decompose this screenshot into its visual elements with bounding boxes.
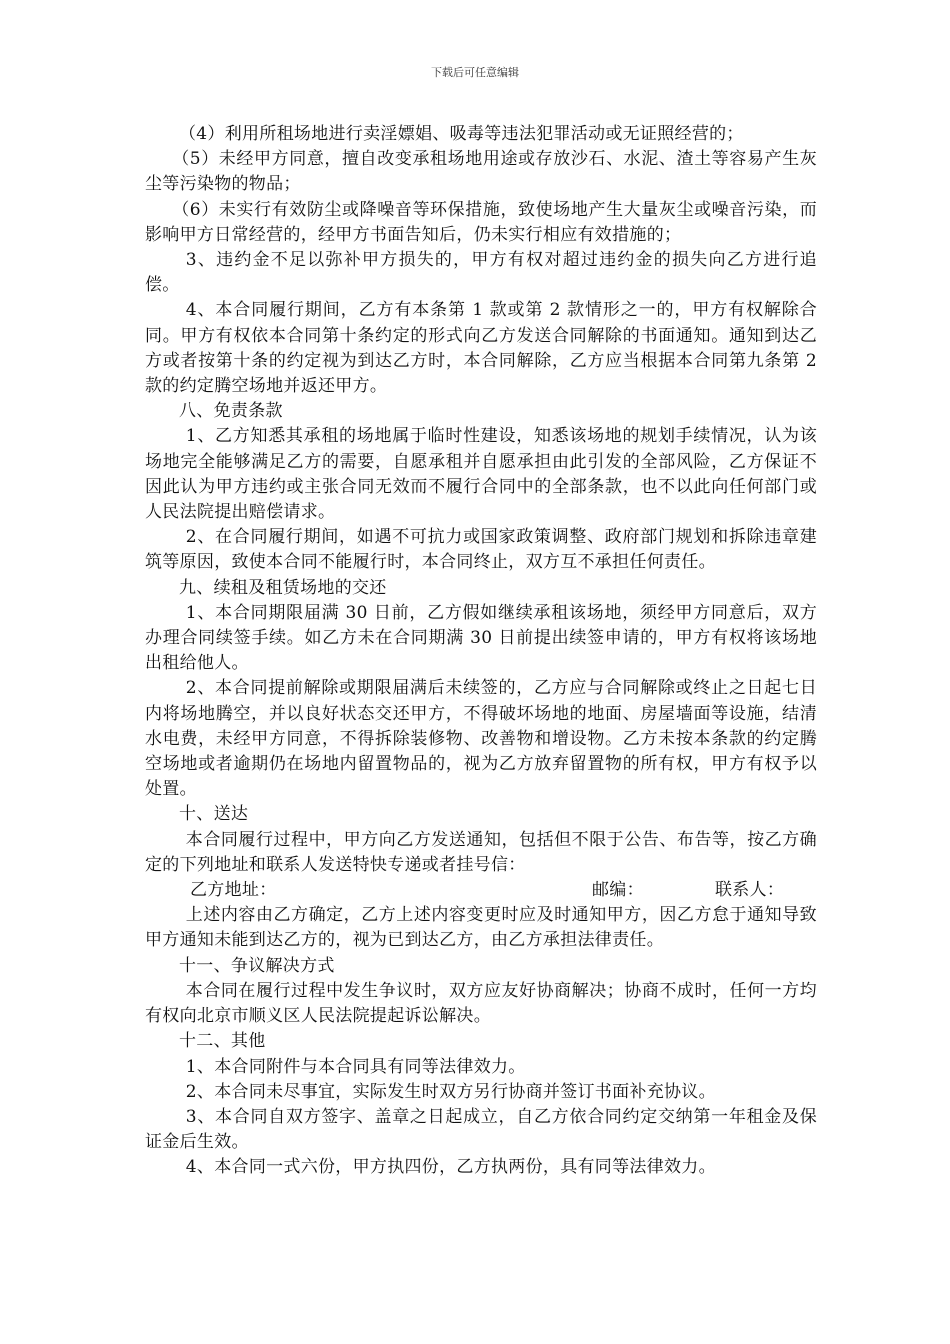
clause-paragraph: 本合同在履行过程中发生争议时，双方应友好协商解决；协商不成时，任何一方均有权向北京市顺义区人民法院提起诉讼解决。 (145, 980, 817, 1027)
clause-paragraph: 上述内容由乙方确定，乙方上述内容变更时应及时通知甲方，因乙方怠于通知导致甲方通知未能到达乙方的，视为已到达乙方，由乙方承担法律责任。 (145, 905, 817, 951)
clause-paragraph: 2、本合同未尽事宜，实际发生时双方另行协商并签订书面补充协议。 (185, 1081, 716, 1102)
section-heading: 十、送达 (179, 804, 249, 825)
clause-paragraph: （4）利用所租场地进行卖淫嫖娼、吸毒等违法犯罪活动或无证照经营的； (179, 124, 744, 144)
clause-paragraph: （5）未经甲方同意，擅自改变承租场地用途或存放沙石、水泥、渣土等容易产生灰尘等污染物的物品； (145, 149, 817, 195)
contact-label: 联系人： (715, 880, 785, 901)
section-heading: 十一、争议解决方式 (179, 955, 335, 976)
contract-body (145, 122, 817, 1181)
clause-paragraph: 本合同履行过程中，甲方向乙方发送通知，包括但不限于公告、布告等，按乙方确定的下列地址和联系人发送特快专递或者挂号信： (145, 829, 817, 875)
clause-paragraph: 1、本合同期限届满 30 日前，乙方假如继续承租该场地，须经甲方同意后，双方办理合同续签手续。如乙方未在合同期满 30 日前提出续签申请的，甲方有权将该场地出租给他人。 (145, 602, 817, 674)
address-label: 乙方地址： (190, 880, 277, 901)
address-row (145, 878, 817, 903)
clause-paragraph: 1、本合同附件与本合同具有同等法律效力。 (185, 1056, 526, 1077)
section-heading: 十二、其他 (179, 1031, 266, 1052)
clause-paragraph: 3、违约金不足以弥补甲方损失的，甲方有权对超过违约金的损失向乙方进行追偿。 (145, 250, 817, 296)
section-heading: 九、续租及租赁场地的交还 (179, 577, 387, 598)
clause-paragraph: 4、本合同履行期间，乙方有本条第 1 款或第 2 款情形之一的，甲方有权解除合同。甲方有权依本合同第十条约定的形式向乙方发送合同解除的书面通知。通知到达乙方或者按第十条的约定视为到达乙方时，本合同解除，乙方应当根据本合同第九条第 2 款的约定腾空场地并返还甲方。 (145, 300, 817, 397)
section-heading: 八、免责条款 (179, 401, 283, 422)
clause-paragraph: 4、本合同一式六份，甲方执四份，乙方执两份，具有同等法律效力。 (185, 1157, 716, 1178)
clause-paragraph: 3、本合同自双方签字、盖章之日起成立，自乙方依合同约定交纳第一年租金及保证金后生效。 (145, 1106, 817, 1153)
clause-paragraph: （6）未实行有效防尘或降噪音等环保措施，致使场地产生大量灰尘或噪音污染，而影响甲方日常经营的，经甲方书面告知后，仍未实行相应有效措施的； (145, 199, 817, 245)
page-header: 下载后可任意编辑 (431, 66, 519, 79)
postcode-label: 邮编： (592, 880, 644, 901)
clause-paragraph: 2、本合同提前解除或期限届满后未续签的，乙方应与合同解除或终止之日起七日内将场地腾空，并以良好状态交还甲方，不得破坏场地的地面、房屋墙面等设施，结清水电费，未经甲方同意，不得拆除装修物、改善物和增设物。乙方未按本条款的约定腾空场地或者逾期仍在场地内留置物品的，视为乙方放弃留置物的所有权，甲方有权予以处置。 (145, 678, 817, 800)
clause-paragraph: 2、在合同履行期间，如遇不可抗力或国家政策调整、政府部门规划和拆除违章建筑等原因，致使本合同不能履行时，本合同终止，双方互不承担任何责任。 (145, 527, 817, 573)
clause-paragraph: 1、乙方知悉其承租的场地属于临时性建设，知悉该场地的规划手续情况，认为该场地完全能够满足乙方的需要，自愿承租并自愿承担由此引发的全部风险，乙方保证不因此认为甲方违约或主张合同无效而不履行合同中的全部条款，也不以此向任何部门或人民法院提出赔偿请求。 (145, 426, 817, 523)
